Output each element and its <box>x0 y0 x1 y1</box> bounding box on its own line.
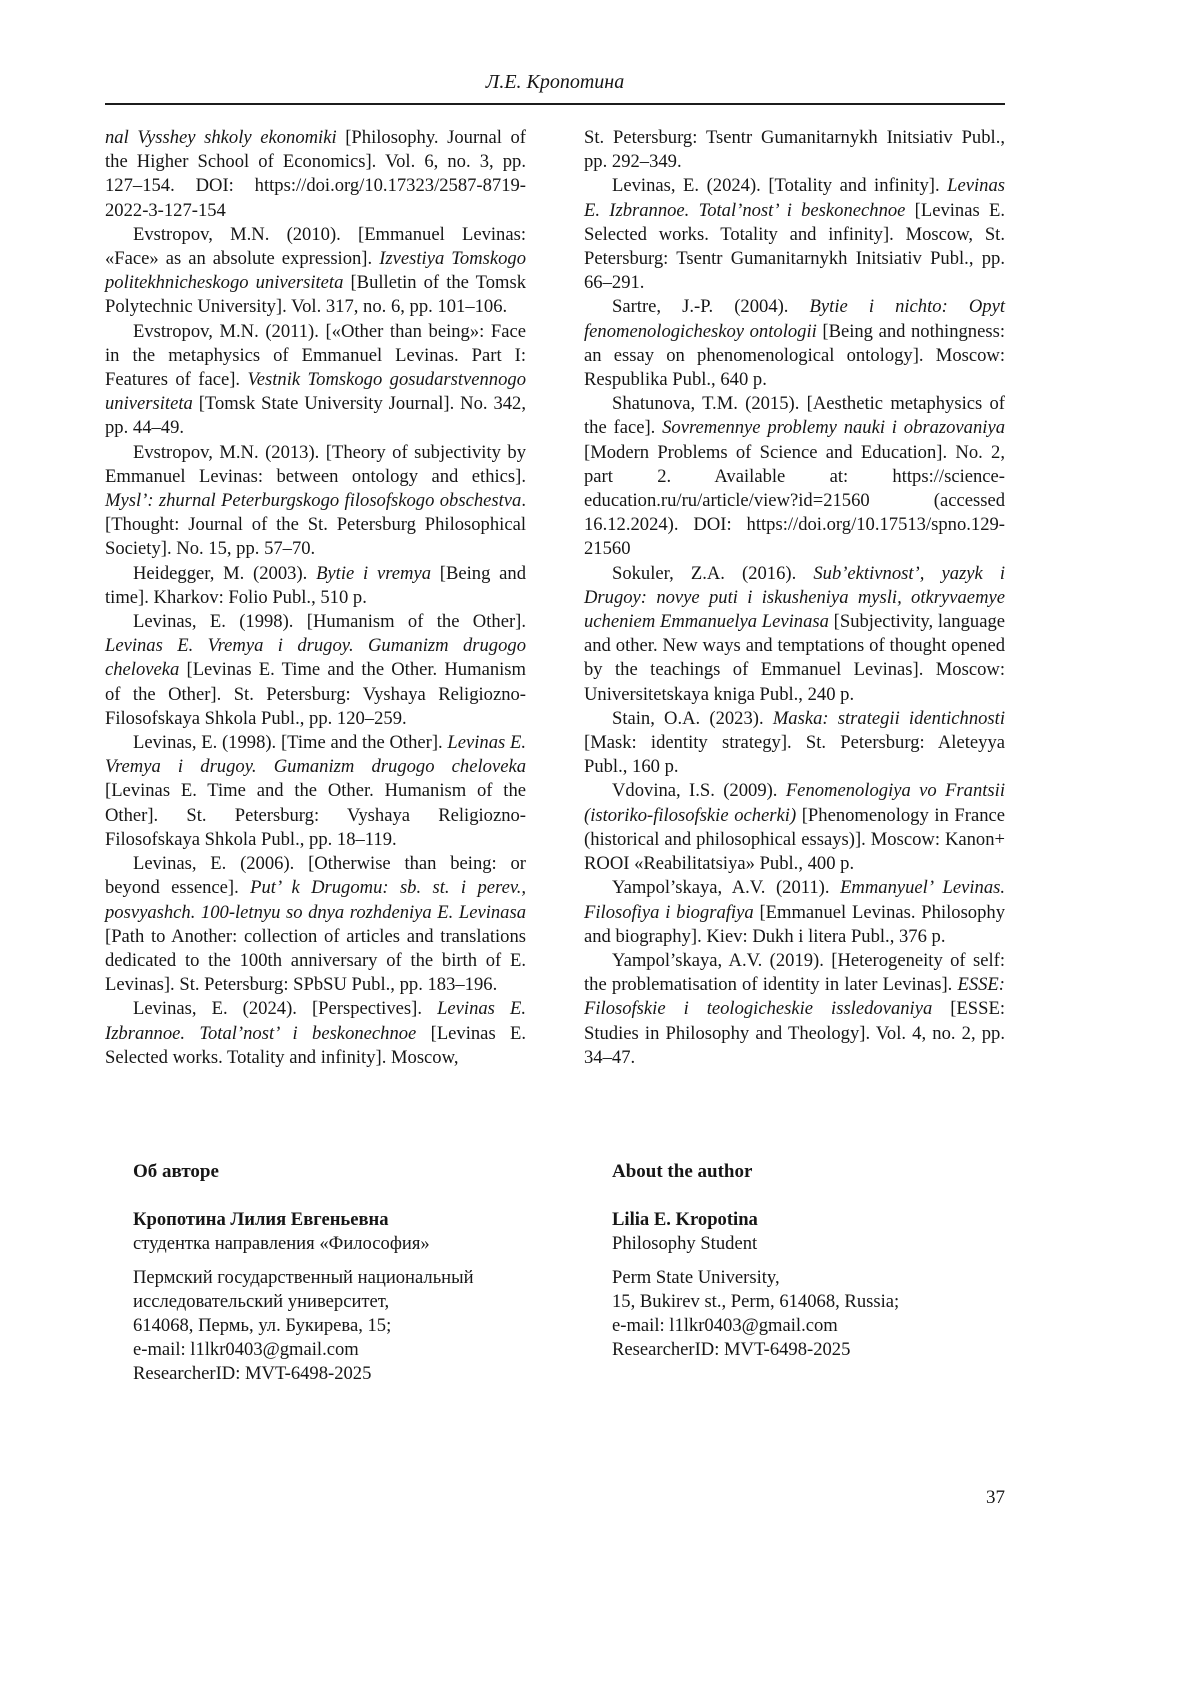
reference-text: [Levinas E. Time and the Other. Humanism of the Other]. St. Petersburg: Vyshaya Religiozno-Filosofskaya Shkola Publ., pp. 120–259. <box>105 659 526 729</box>
affiliation-line: e-mail: l1lkr0403@gmail.com <box>612 1315 838 1336</box>
reference-title-italic: Sovremennye problemy nauki i obrazovaniya <box>662 417 1005 439</box>
affiliation-line: исследовательский университет, <box>133 1291 390 1312</box>
reference-text: [Mask: identity strategy]. St. Petersburg: Aleteyya Publ., 160 p. <box>584 732 1005 778</box>
reference-text: Evstropov, M.N. (2013). [Theory of subjectivity by Emmanuel Levinas: between ontology and ethics]. <box>105 441 526 487</box>
reference-text: Yampol’skaya, A.V. (2019). [Heterogeneity of self: the problematisation of identity in later Levinas]. <box>584 949 1005 996</box>
reference-text: [Levinas E. Time and the Other. Humanism of the Other]. St. Petersburg: Vyshaya Religiozno-Filosofskaya Shkola Publ., pp. 18–119. <box>105 780 526 850</box>
reference-entry <box>584 174 1005 295</box>
affiliation-line: e-mail: l1lkr0403@gmail.com <box>133 1339 359 1360</box>
affiliation-line: ResearcherID: MVT-6498-2025 <box>612 1339 851 1360</box>
author-affiliation-en <box>612 1266 1005 1362</box>
reference-title-italic: Izvestiya Tomskogo politekhnicheskogo universiteta <box>105 248 526 294</box>
reference-text: Sokuler, Z.A. (2016). <box>612 562 814 584</box>
about-author-en <box>584 1160 1005 1386</box>
reference-title-italic: Levinas E. Vremya i drugoy. Gumanizm drugogo cheloveka <box>105 732 526 778</box>
reference-text: [Levinas E. Selected works. Totality and infinity]. Moscow, <box>105 1022 526 1068</box>
author-name-en: Lilia E. Kropotina <box>612 1209 758 1230</box>
reference-entry <box>584 126 1005 174</box>
reference-title-italic: Vestnik Tomskogo gosudarstvennogo universiteta <box>105 369 526 415</box>
reference-text: [Emmanuel Levinas. Philosophy and biography]. Kiev: Dukh i litera Publ., 376 p. <box>584 901 1005 947</box>
footer <box>105 1487 1005 1509</box>
reference-title-italic: ESSE: Filosofskie i teologicheskie issledovaniya <box>584 974 1005 1020</box>
reference-text: [Subjectivity, language and other. New ways and temptations of thought opened by the teachings of Emmanuel Levinas]. Moscow: Universitetskaya kniga Publ., 240 p. <box>584 611 1005 705</box>
reference-text: [ESSE: Studies in Philosophy and Theology]. Vol. 4, no. 2, pp. 34–47. <box>584 998 1005 1068</box>
reference-entry <box>105 852 526 997</box>
reference-entry <box>105 610 526 731</box>
reference-entry <box>584 949 1005 1070</box>
reference-text: [Being and nothingness: an essay on phenomenological ontology]. Moscow: Respublika Publ., 640 p. <box>584 320 1005 391</box>
reference-title-italic: Mysl’: zhurnal Peterburgskogo filosofskogo obschestva <box>105 490 522 512</box>
reference-entry <box>584 562 1005 707</box>
reference-text: Evstropov, M.N. (2011). [«Other than being»: Face in the metaphysics of Emmanuel Levinas. Part I: Features of face]. <box>105 320 526 391</box>
reference-entry <box>584 779 1005 876</box>
reference-text: Levinas, E. (2024). [Perspectives]. <box>133 998 438 1020</box>
reference-text: Levinas, E. (1998). [Time and the Other]. <box>133 732 448 754</box>
reference-text: . [Thought: Journal of the St. Petersburg Philosophical Society]. No. 15, pp. 57–70. <box>105 490 526 560</box>
reference-text: Evstropov, M.N. (2010). [Emmanuel Levinas: «Face» as an absolute expression]. <box>105 223 526 270</box>
affiliation-line: Пермский государственный национальный <box>133 1267 474 1288</box>
reference-entry <box>105 223 526 320</box>
reference-text: [Bulletin of the Tomsk Polytechnic University]. Vol. 317, no. 6, pp. 101–106. <box>105 272 526 318</box>
reference-entry <box>105 320 526 441</box>
reference-title-italic: Sub’ektivnost’, yazyk i Drugoy: novye puti i iskusheniya mysli, otkryvaemye ucheniem Emmanuelya Levinasa <box>584 562 1006 633</box>
reference-text: Shatunova, T.M. (2015). [Aesthetic metaphysics of the face]. <box>584 393 1005 439</box>
reference-title-italic: Bytie i vremya <box>316 562 440 584</box>
reference-entry <box>105 562 526 610</box>
about-author-ru <box>105 1160 526 1386</box>
reference-title-italic: Fenomenologiya vo Frantsii (istoriko-filosofskie ocherki) <box>584 780 1005 826</box>
affiliation-line: Perm State University, <box>612 1267 780 1288</box>
reference-title-italic: Put’ k Drugomu: sb. st. i perev., posvyashch. 100-letnyu so dnya rozhdeniya E. Levinasa <box>105 877 526 923</box>
reference-text: [Being and time]. Kharkov: Folio Publ., 510 p. <box>105 562 527 608</box>
reference-title-italic: Levinas E. Izbrannoe. Total’nost’ i beskonechnoe <box>105 998 526 1044</box>
affiliation-line: ResearcherID: MVT-6498-2025 <box>133 1363 372 1384</box>
reference-entry <box>105 126 526 223</box>
reference-title-italic: Levinas E. Vremya i drugoy. Gumanizm drugogo cheloveka <box>105 635 526 681</box>
references-section <box>105 126 1005 1070</box>
reference-text: [Phenomenology in France (historical and philosophical essays)]. Moscow: Kanon+ ROOI «Reabilitatsiya» Publ., 400 p. <box>584 804 1006 875</box>
reference-title-italic: nal Vysshey shkoly ekonomiki <box>105 127 346 148</box>
author-name-ru: Кропотина Лилия Евгеньевна <box>133 1209 389 1230</box>
reference-text: [Levinas E. Selected works. Totality and infinity]. Moscow, St. Petersburg: Tsentr Gumanitarnykh Initsiativ Publ., pp. 66–291. <box>584 199 1005 294</box>
reference-entry <box>584 876 1005 949</box>
affiliation-line: 15, Bukirev st., Perm, 614068, Russia; <box>612 1291 900 1312</box>
author-affiliation-ru <box>133 1266 526 1386</box>
reference-title-italic: Levinas E. Izbrannoe. Total’nost’ i beskonechnoe <box>584 175 1005 221</box>
page-number: 37 <box>986 1487 1005 1508</box>
reference-title-italic: Emmanyuel’ Levinas. Filosofiya i biografiya <box>584 877 1005 923</box>
reference-text: [Philosophy. Journal of the Higher School of Economics]. Vol. 6, no. 3, pp. 127–154. DOI: https://doi.org/10.17323/2587-8719-2022-3-127-154 <box>105 127 526 221</box>
reference-text: St. Petersburg: Tsentr Gumanitarnykh Initsiativ Publ., pp. 292–349. <box>584 127 1005 173</box>
reference-text: [Modern Problems of Science and Education]. No. 2, part 2. Available at: https://science-education.ru/ru/article/view?id=21560 (accessed 16.12.2024). DOI: https://doi.org/10.17513/spno.129-21560 <box>584 441 1005 560</box>
reference-text: Vdovina, I.S. (2009). <box>612 780 786 802</box>
about-heading-en: About the author <box>612 1161 753 1182</box>
reference-text: Stain, O.A. (2023). <box>612 707 773 729</box>
reference-entry <box>584 392 1005 561</box>
reference-entry <box>105 997 526 1070</box>
reference-text: Yampol’skaya, A.V. (2011). <box>612 877 841 899</box>
reference-title-italic: Bytie i nichto: Opyt fenomenologicheskoy ontologii <box>584 296 1005 342</box>
about-author-section <box>105 1160 1005 1386</box>
reference-entry <box>105 441 526 562</box>
reference-text: Levinas, E. (2024). [Totality and infinity]. <box>612 175 948 197</box>
reference-title-italic: Maska: strategii identichnosti <box>772 707 1005 729</box>
author-role-en: Philosophy Student <box>612 1233 758 1254</box>
reference-entry <box>584 707 1005 780</box>
running-head-author: Л.Е. Кропотина <box>485 71 625 93</box>
about-heading-ru: Об авторе <box>133 1161 219 1182</box>
reference-text: Heidegger, M. (2003). <box>133 562 317 584</box>
references-column-left <box>105 126 526 1070</box>
author-role-ru: студентка направления «Философия» <box>133 1233 430 1254</box>
reference-text: Levinas, E. (1998). [Humanism of the Other]. <box>133 611 526 633</box>
reference-text: [Tomsk State University Journal]. No. 342, pp. 44–49. <box>105 393 526 439</box>
reference-text: Sartre, J.-P. (2004). <box>612 296 810 318</box>
reference-text: Levinas, E. (2006). [Otherwise than being: or beyond essence]. <box>105 853 526 899</box>
affiliation-line: 614068, Пермь, ул. Букирева, 15; <box>133 1315 392 1336</box>
reference-text: [Path to Another: collection of articles and translations dedicated to the 100th anniversary of the birth of E. Levinas]. St. Petersburg: SPbSU Publ., pp. 183–196. <box>105 925 526 996</box>
references-column-right <box>584 126 1005 1070</box>
reference-entry <box>584 295 1005 392</box>
header-rule <box>105 103 1005 105</box>
reference-entry <box>105 731 526 852</box>
